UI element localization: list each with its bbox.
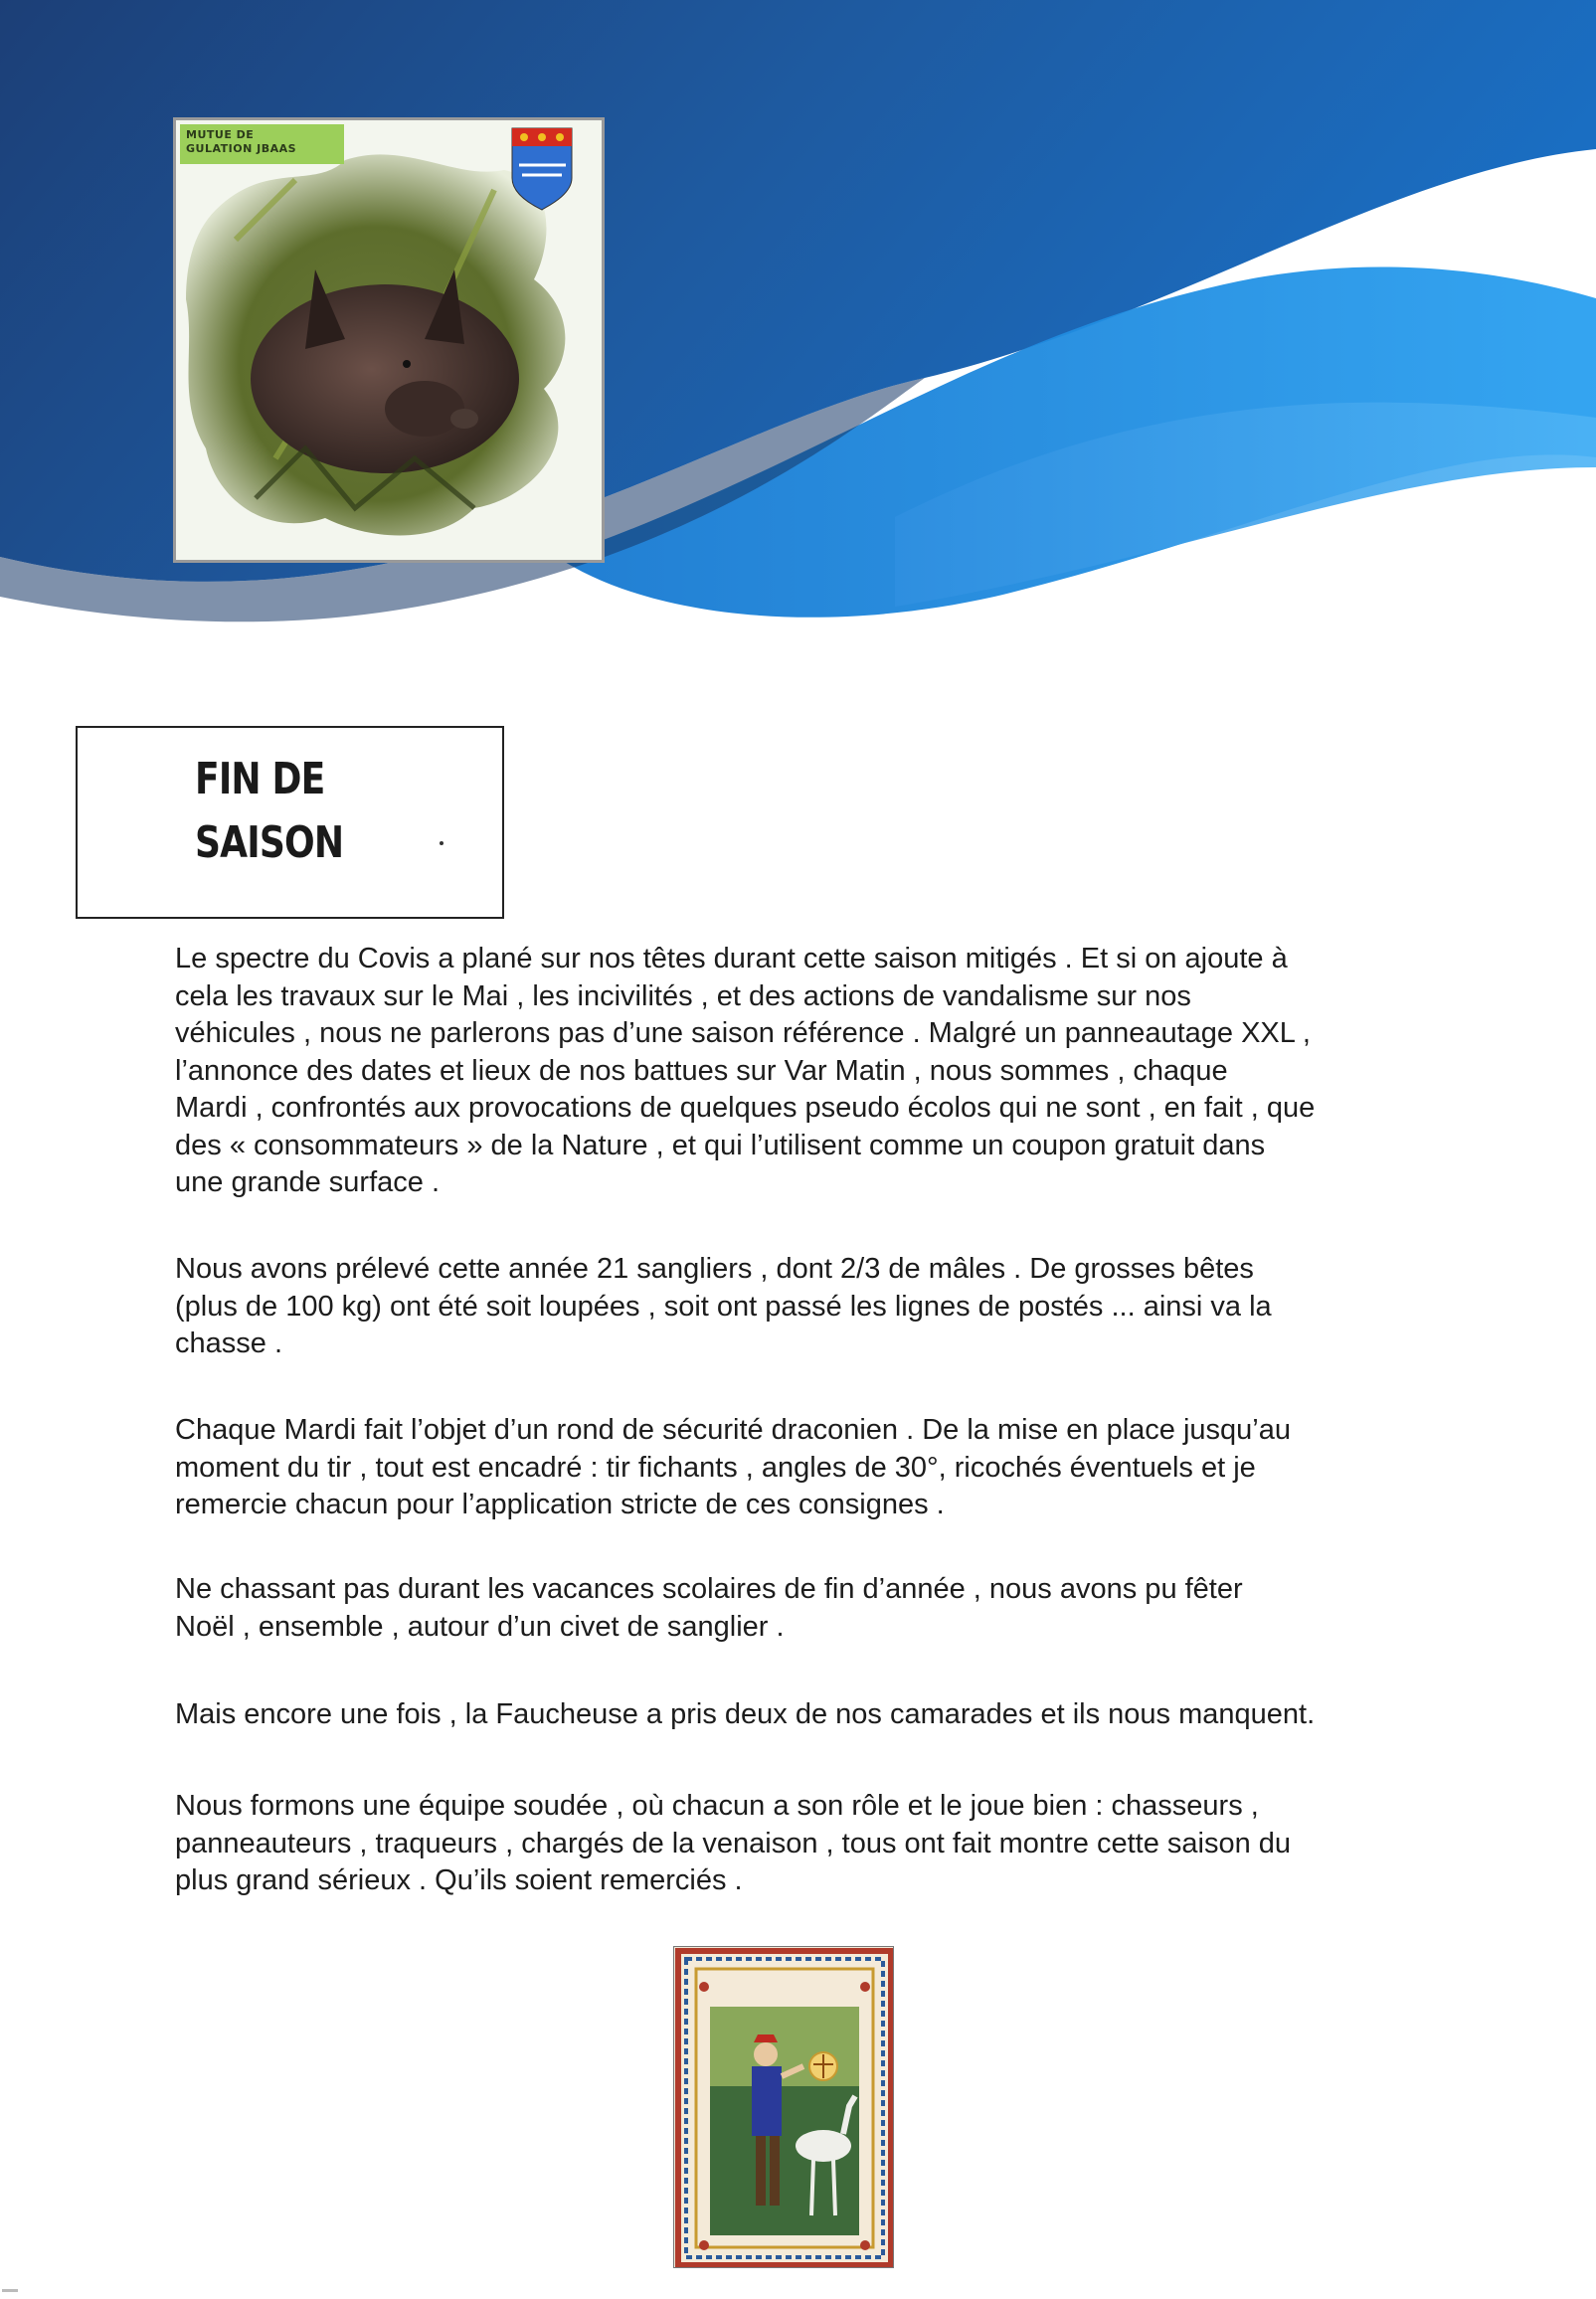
text-line: moment du tir , tout est encadré : tir fichants , angles de 30°, ricochés éventuels et je xyxy=(175,1451,1256,1484)
logo-text-line2: GULATION JBAAS xyxy=(186,142,297,155)
text-line: (plus de 100 kg) ont été soit loupées , soit ont passé les lignes de postés ... ainsi va la xyxy=(175,1290,1272,1323)
text-line: Mardi , confrontés aux provocations de quelques pseudo écolos qui ne sont , en fait , que xyxy=(175,1092,1316,1124)
title-line2: SAISON xyxy=(195,817,344,868)
illustration-art xyxy=(674,1947,894,2268)
paragraph-team xyxy=(175,1788,1291,1900)
text-line: Le spectre du Covis a plané sur nos têtes durant cette saison mitigés . Et si on ajoute à xyxy=(175,943,1288,974)
text-line: Chaque Mardi fait l’objet d’un rond de sécurité draconien . De la mise en place jusqu’au xyxy=(175,1414,1291,1446)
text-line: panneauteurs , traqueurs , chargés de la venaison , tous ont fait montre cette saison du xyxy=(175,1827,1292,1859)
title-dot xyxy=(440,841,443,845)
paragraph-covid-season xyxy=(175,941,1315,1202)
text-line: une grande surface . xyxy=(175,1166,441,1198)
text-line: Nous formons une équipe soudée , où chacun a son rôle et le joue bien : chasseurs , xyxy=(175,1790,1259,1822)
text-line: des « consommateurs » de la Nature , et qui l’utilisent comme un coupon gratuit dans xyxy=(175,1129,1266,1161)
page-title xyxy=(195,748,374,875)
text-line: cela les travaux sur le Mai , les incivilités , et des actions de vandalisme sur nos xyxy=(175,979,1191,1012)
text-line: l’annonce des dates et lieux de nos battues sur Var Matin , nous sommes , chaque xyxy=(175,1054,1228,1087)
text-line: véhicules , nous ne parlerons pas d’une saison référence . Malgré un panneautage XXL , xyxy=(175,1017,1311,1049)
scan-mark xyxy=(2,2289,18,2292)
text-line: Mais encore une fois , la Faucheuse a pris deux de nos camarades et ils nous manquent. xyxy=(175,1698,1316,1730)
text-line: Nous avons prélevé cette année 21 sangliers , dont 2/3 de mâles . De grosses bêtes xyxy=(175,1253,1254,1285)
boar-photo-art xyxy=(176,120,605,563)
text-line: Ne chassant pas durant les vacances scolaires de fin d’année , nous avons pu fêter xyxy=(175,1573,1243,1605)
text-line: chasse . xyxy=(175,1327,282,1359)
text-line: plus grand sérieux . Qu’ils soient remerciés . xyxy=(175,1864,743,1896)
logo-text-line1: MUTUE DE xyxy=(186,128,255,141)
text-line: Noël , ensemble , autour d’un civet de sanglier . xyxy=(175,1610,785,1643)
paragraph-safety xyxy=(175,1412,1291,1524)
paragraph-christmas xyxy=(175,1571,1243,1646)
association-logo-text xyxy=(186,128,345,156)
saint-hubert-illustration xyxy=(673,1946,894,2268)
paragraph-harvest xyxy=(175,1251,1272,1363)
paragraph-tribute xyxy=(175,1696,1315,1734)
title-box xyxy=(76,726,504,919)
text-line: remercie chacun pour l’application stricte de ces consignes . xyxy=(175,1489,945,1520)
boar-photo xyxy=(173,117,605,563)
title-line1: FIN DE xyxy=(195,754,325,804)
